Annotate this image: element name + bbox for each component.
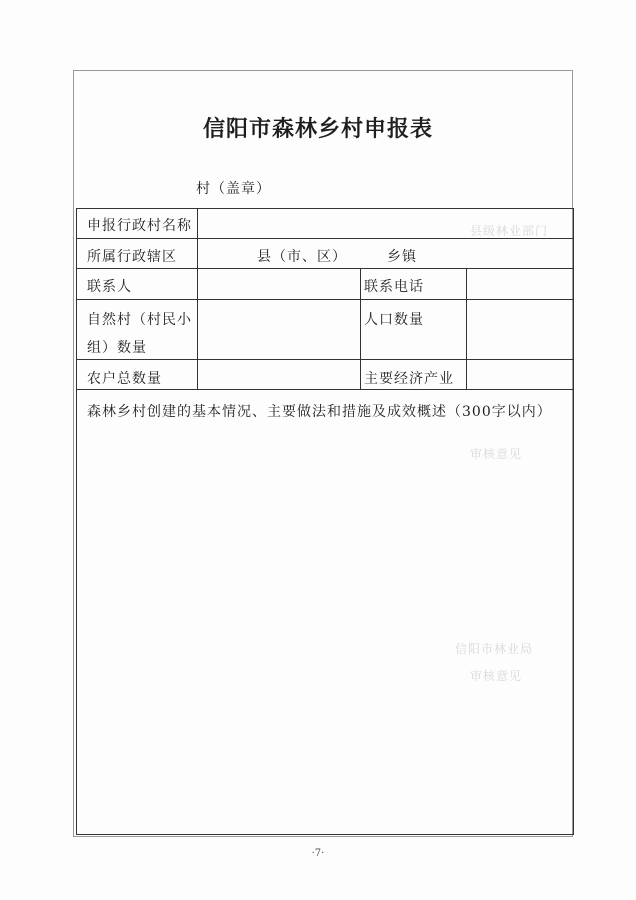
show-through-text: 审核意见 (470, 669, 523, 683)
row-divider (77, 299, 573, 300)
jurisdiction-label: 所属行政辖区 (87, 249, 177, 265)
column-divider (197, 209, 198, 389)
column-divider (360, 269, 361, 389)
main-industry-label: 主要经济产业 (364, 371, 454, 387)
town-label: 乡镇 (387, 249, 417, 265)
row-divider (77, 268, 573, 269)
show-through-text: 县级林业部门 (470, 224, 549, 238)
column-divider (466, 269, 467, 389)
population-label: 人口数量 (364, 312, 424, 328)
county-label: 县（市、区） (257, 249, 347, 265)
natural-village-count-label-line2: 组）数量 (87, 340, 147, 356)
row-divider (77, 389, 573, 390)
village-seal-line: 村（盖章） (196, 181, 271, 197)
show-through-text: 审核意见 (470, 447, 523, 461)
natural-village-count-label-line1: 自然村（村民小 (87, 312, 192, 328)
contact-person-label: 联系人 (87, 279, 132, 295)
contact-phone-label: 联系电话 (364, 279, 424, 295)
show-through-text: 信阳市林业局 (455, 642, 534, 656)
document-title: 信阳市森林乡村申报表 (202, 116, 433, 142)
summary-section-label: 森林乡村创建的基本情况、主要做法和措施及成效概述（300字以内） (87, 404, 552, 420)
page-number: ·7· (311, 848, 325, 859)
row-divider (77, 359, 573, 360)
application-form-table (76, 208, 574, 835)
village-name-label: 申报行政村名称 (87, 218, 192, 234)
household-count-label: 农户总数量 (87, 371, 162, 387)
row-divider (77, 238, 573, 239)
